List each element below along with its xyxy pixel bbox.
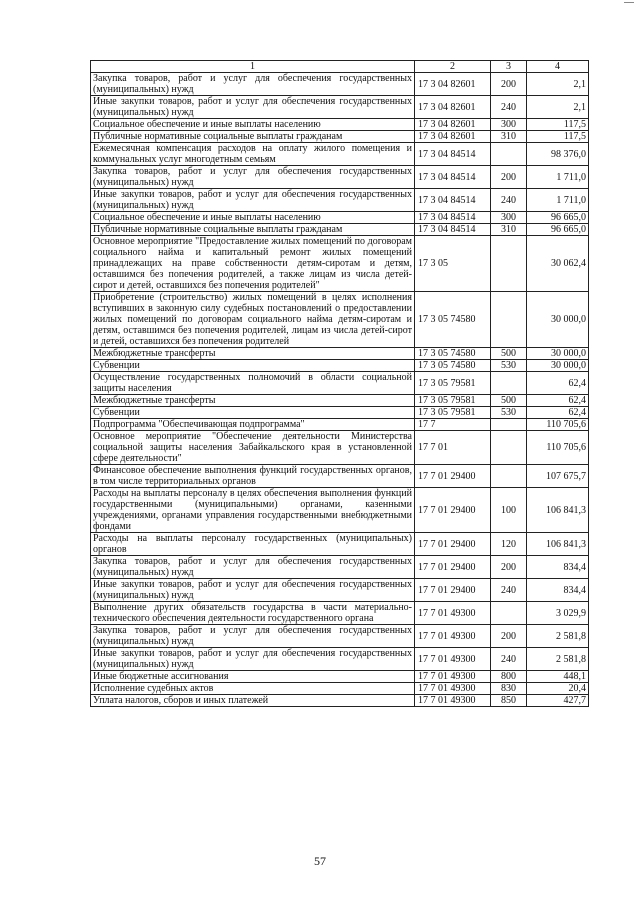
row-amount: 448,1	[527, 671, 589, 683]
row-amount: 1 711,0	[527, 166, 589, 189]
row-name: Субвенции	[91, 360, 415, 372]
row-name: Иные бюджетные ассигнования	[91, 671, 415, 683]
row-name: Публичные нормативные социальные выплаты гражданам	[91, 224, 415, 236]
row-vr: 200	[491, 556, 527, 579]
row-amount: 30 000,0	[527, 348, 589, 360]
budget-table	[90, 60, 589, 707]
row-name: Осуществление государственных полномочий в области социальной защиты населения	[91, 372, 415, 395]
table-row	[91, 96, 589, 119]
row-code: 17 7 01 49300	[415, 625, 491, 648]
row-amount: 107 675,7	[527, 465, 589, 488]
row-vr: 200	[491, 166, 527, 189]
row-name: Приобретение (строительство) жилых помещений в целях исполнения вступивших в законную силу судебных постановлений о предоставлении жилых помещений по договорам социального найма детям-сиротам и детям, оставшимся без попечения родителей, лицам из числа детей-сирот и детей, оставшихся без попечения родителей	[91, 292, 415, 348]
row-vr: 310	[491, 131, 527, 143]
row-code: 17 7 01 29400	[415, 465, 491, 488]
row-name: Межбюджетные трансферты	[91, 395, 415, 407]
row-code: 17 7 01 29400	[415, 579, 491, 602]
row-name: Основное мероприятие "Предоставление жилых помещений по договорам социального найма и капитальный ремонт жилых помещений принадлежащих на праве собственности детям-сиротам и детям, оставшимся без попечения родителей, а также лицам из числа детей-сирот и детей, оставшихся без попечения родителей"	[91, 236, 415, 292]
table-row	[91, 695, 589, 707]
row-amount: 30 000,0	[527, 292, 589, 348]
row-name: Социальное обеспечение и иные выплаты населению	[91, 212, 415, 224]
table-row	[91, 372, 589, 395]
row-amount: 30 062,4	[527, 236, 589, 292]
row-name: Ежемесячная компенсация расходов на оплату жилого помещения и коммунальных услуг многодетным семьям	[91, 143, 415, 166]
row-code: 17 3 04 84514	[415, 212, 491, 224]
row-code: 17 3 05 79581	[415, 407, 491, 419]
row-code: 17 7 01 49300	[415, 695, 491, 707]
row-amount: 2 581,8	[527, 625, 589, 648]
row-code: 17 3 05 74580	[415, 348, 491, 360]
row-vr: 800	[491, 671, 527, 683]
row-amount: 2 581,8	[527, 648, 589, 671]
table-row	[91, 625, 589, 648]
row-code: 17 3 04 82601	[415, 96, 491, 119]
row-amount: 110 705,6	[527, 419, 589, 431]
row-name: Иные закупки товаров, работ и услуг для обеспечения государственных (муниципальных) нужд	[91, 648, 415, 671]
row-amount: 106 841,3	[527, 488, 589, 533]
table-row	[91, 556, 589, 579]
row-vr	[491, 292, 527, 348]
table-row	[91, 465, 589, 488]
row-code: 17 3 05 74580	[415, 360, 491, 372]
row-vr	[491, 465, 527, 488]
row-code: 17 7 01 29400	[415, 488, 491, 533]
row-name: Иные закупки товаров, работ и услуг для обеспечения государственных (муниципальных) нужд	[91, 189, 415, 212]
row-code: 17 3 04 84514	[415, 189, 491, 212]
row-vr: 300	[491, 119, 527, 131]
row-code: 17 7 01 29400	[415, 556, 491, 579]
table-row	[91, 533, 589, 556]
row-code: 17 7 01 49300	[415, 602, 491, 625]
row-amount: 62,4	[527, 372, 589, 395]
table-row	[91, 602, 589, 625]
row-code: 17 3 05 79581	[415, 372, 491, 395]
table-row	[91, 131, 589, 143]
row-amount: 834,4	[527, 579, 589, 602]
row-amount: 30 000,0	[527, 360, 589, 372]
row-vr: 240	[491, 189, 527, 212]
row-amount: 2,1	[527, 73, 589, 96]
row-code: 17 7 01 49300	[415, 648, 491, 671]
table-body	[91, 73, 589, 707]
row-vr: 850	[491, 695, 527, 707]
table-row	[91, 431, 589, 465]
table-row	[91, 189, 589, 212]
row-code: 17 7 01 49300	[415, 671, 491, 683]
table-header-row	[91, 61, 589, 73]
row-code: 17 7 01	[415, 431, 491, 465]
row-amount: 62,4	[527, 407, 589, 419]
row-name: Закупка товаров, работ и услуг для обеспечения государственных (муниципальных) нужд	[91, 625, 415, 648]
table-row	[91, 236, 589, 292]
row-vr: 530	[491, 407, 527, 419]
row-name: Уплата налогов, сборов и иных платежей	[91, 695, 415, 707]
row-vr: 830	[491, 683, 527, 695]
table-row	[91, 73, 589, 96]
row-code: 17 3 05	[415, 236, 491, 292]
row-name: Социальное обеспечение и иные выплаты населению	[91, 119, 415, 131]
table-row	[91, 488, 589, 533]
row-code: 17 3 05 74580	[415, 292, 491, 348]
header-col-1: 1	[91, 61, 415, 73]
table-row	[91, 419, 589, 431]
row-name: Основное мероприятие "Обеспечение деятельности Министерства социальной защиты населения Забайкальского края в установленной сфере деятельности"	[91, 431, 415, 465]
row-amount: 2,1	[527, 96, 589, 119]
table-row	[91, 360, 589, 372]
row-vr: 500	[491, 348, 527, 360]
row-vr	[491, 431, 527, 465]
row-name: Выполнение других обязательств государства в части материально-технического обеспечения деятельности государственного органа	[91, 602, 415, 625]
table-row	[91, 292, 589, 348]
row-name: Закупка товаров, работ и услуг для обеспечения государственных (муниципальных) нужд	[91, 73, 415, 96]
row-amount: 110 705,6	[527, 431, 589, 465]
row-amount: 1 711,0	[527, 189, 589, 212]
header-col-3: 3	[491, 61, 527, 73]
row-vr	[491, 143, 527, 166]
table-row	[91, 683, 589, 695]
row-name: Подпрограмма "Обеспечивающая подпрограмма"	[91, 419, 415, 431]
row-name: Финансовое обеспечение выполнения функций государственных органов, в том числе территориальных органов	[91, 465, 415, 488]
row-vr	[491, 419, 527, 431]
row-name: Расходы на выплаты персоналу в целях обеспечения выполнения функций государственными (муниципальными) органами, казенными учреждениями, органами управления государственными внебюджетными фондами	[91, 488, 415, 533]
row-code: 17 3 04 82601	[415, 119, 491, 131]
row-vr: 300	[491, 212, 527, 224]
table-row	[91, 348, 589, 360]
row-code: 17 7 01 29400	[415, 533, 491, 556]
row-vr: 240	[491, 96, 527, 119]
row-vr: 530	[491, 360, 527, 372]
row-name: Иные закупки товаров, работ и услуг для обеспечения государственных (муниципальных) нужд	[91, 96, 415, 119]
row-name: Межбюджетные трансферты	[91, 348, 415, 360]
row-amount: 117,5	[527, 119, 589, 131]
table-row	[91, 671, 589, 683]
row-amount: 96 665,0	[527, 212, 589, 224]
row-code: 17 7	[415, 419, 491, 431]
row-amount: 106 841,3	[527, 533, 589, 556]
row-amount: 427,7	[527, 695, 589, 707]
table-row	[91, 395, 589, 407]
row-vr: 240	[491, 579, 527, 602]
row-vr: 100	[491, 488, 527, 533]
row-vr	[491, 372, 527, 395]
row-amount: 98 376,0	[527, 143, 589, 166]
row-code: 17 3 04 84514	[415, 166, 491, 189]
row-amount: 62,4	[527, 395, 589, 407]
row-amount: 834,4	[527, 556, 589, 579]
row-code: 17 3 04 82601	[415, 131, 491, 143]
row-code: 17 7 01 49300	[415, 683, 491, 695]
row-vr: 240	[491, 648, 527, 671]
row-amount: 96 665,0	[527, 224, 589, 236]
row-vr: 200	[491, 73, 527, 96]
row-name: Иные закупки товаров, работ и услуг для обеспечения государственных (муниципальных) нужд	[91, 579, 415, 602]
row-code: 17 3 04 84514	[415, 224, 491, 236]
table-row	[91, 407, 589, 419]
row-name: Публичные нормативные социальные выплаты гражданам	[91, 131, 415, 143]
table-row	[91, 579, 589, 602]
row-amount: 3 029,9	[527, 602, 589, 625]
row-vr: 200	[491, 625, 527, 648]
corner-mark	[624, 2, 634, 3]
row-vr: 310	[491, 224, 527, 236]
table-row	[91, 143, 589, 166]
table-row	[91, 648, 589, 671]
row-name: Расходы на выплаты персоналу государственных (муниципальных) органов	[91, 533, 415, 556]
row-code: 17 3 05 79581	[415, 395, 491, 407]
row-amount: 117,5	[527, 131, 589, 143]
header-col-4: 4	[527, 61, 589, 73]
row-vr: 120	[491, 533, 527, 556]
table-row	[91, 224, 589, 236]
row-vr	[491, 236, 527, 292]
row-code: 17 3 04 84514	[415, 143, 491, 166]
row-name: Закупка товаров, работ и услуг для обеспечения государственных (муниципальных) нужд	[91, 166, 415, 189]
header-col-2: 2	[415, 61, 491, 73]
table-row	[91, 166, 589, 189]
row-name: Исполнение судебных актов	[91, 683, 415, 695]
row-name: Субвенции	[91, 407, 415, 419]
table-row	[91, 119, 589, 131]
page-number: 57	[314, 854, 326, 868]
row-name: Закупка товаров, работ и услуг для обеспечения государственных (муниципальных) нужд	[91, 556, 415, 579]
row-code: 17 3 04 82601	[415, 73, 491, 96]
row-vr: 500	[491, 395, 527, 407]
row-vr	[491, 602, 527, 625]
table-row	[91, 212, 589, 224]
row-amount: 20,4	[527, 683, 589, 695]
